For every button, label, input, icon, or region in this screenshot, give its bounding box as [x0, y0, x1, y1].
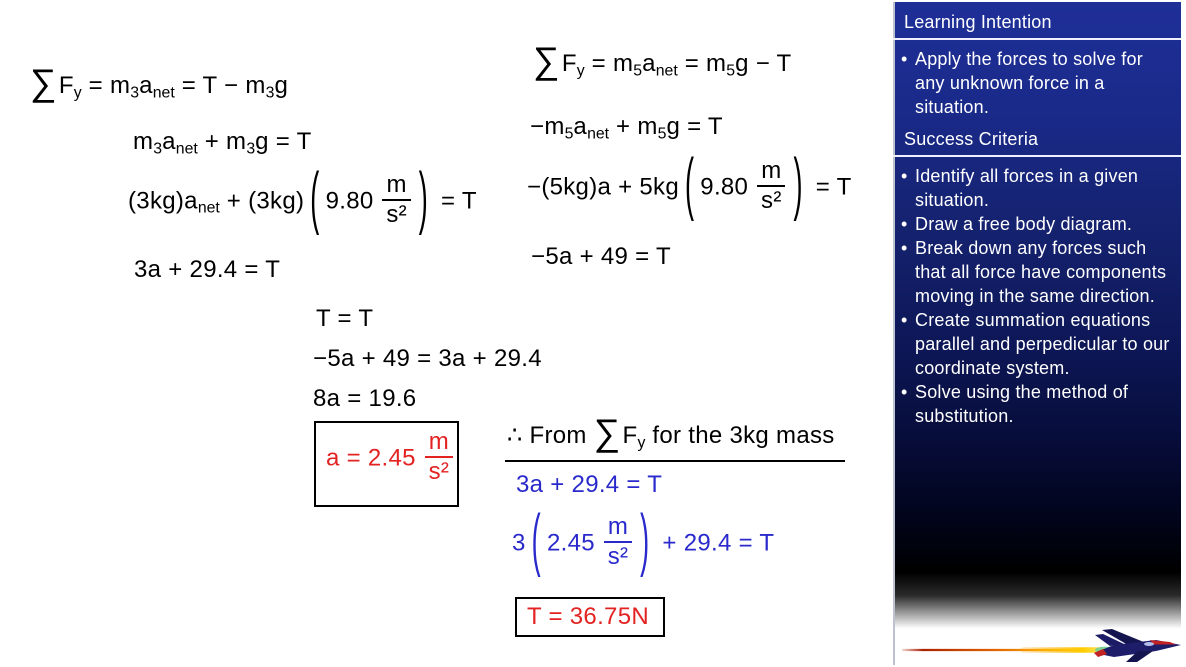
conclusion-heading: ∴ From ∑Fy for the 3kg mass: [505, 412, 845, 462]
acceleration-result: a = 2.45 $\frac{m}{\text{s²}}$: [316, 423, 457, 487]
equation-rearranged-3kg: m3anet + m3g = T: [133, 128, 312, 158]
equation-simplified-5kg: −5a + 49 = T: [531, 243, 671, 270]
equation-solve-a: 8a = 19.6: [313, 385, 417, 412]
equation-substituted-3kg: (3kg)anet + (3kg) ( 9.80 $\frac{m}{\text{s²}}$ ) = T: [128, 159, 477, 236]
equation-substitution-1: 3a + 29.4 = T: [516, 471, 663, 498]
objectives-sidebar: [893, 2, 1181, 665]
list-item: • Draw a free body diagram.: [901, 212, 1175, 236]
list-item: • Solve using the method of substitution.: [901, 380, 1175, 428]
equation-simplified-3kg: 3a + 29.4 = T: [134, 256, 281, 283]
equation-sum-forces-3kg: ∑Fy = m3anet = T − m3g: [30, 61, 289, 103]
equation-tension-equal: T = T: [316, 305, 374, 332]
heading-rule: [893, 38, 1181, 40]
list-item: • Break down any forces such that all force have components moving in the same direction.: [901, 236, 1175, 308]
equation-substitution-2: 3 ( 2.45 $\frac{m}{\text{s²}}$ ) + 29.4 = T: [512, 501, 775, 578]
heading-rule: [893, 155, 1181, 157]
success-criteria-title: Success Criteria: [904, 129, 1039, 149]
learning-intention-list: [901, 47, 1175, 119]
learning-intention-title: Learning Intention: [904, 12, 1052, 32]
equation-substituted-5kg: −(5kg)a + 5kg ( 9.80 $\frac{m}{\text{s²}}$ ) = T: [527, 145, 852, 222]
tension-result: T = 36.75N: [527, 603, 649, 630]
list-item: • Apply the forces to solve for any unknown force in a situation.: [901, 47, 1175, 119]
jet-logo: [898, 627, 1184, 665]
acceleration-result-box: [314, 421, 459, 507]
list-item: • Identify all forces in a given situation.: [901, 164, 1175, 212]
list-item: • Create summation equations parallel and perpedicular to our coordinate system.: [901, 308, 1175, 380]
tension-result-box: [515, 597, 665, 637]
equation-sum-forces-5kg: ∑Fy = m5anet = m5g − T: [533, 39, 792, 81]
equation-combined: −5a + 49 = 3a + 29.4: [313, 345, 542, 372]
equation-rearranged-5kg: −m5anet + m5g = T: [530, 113, 723, 143]
success-criteria-list: [901, 164, 1175, 428]
